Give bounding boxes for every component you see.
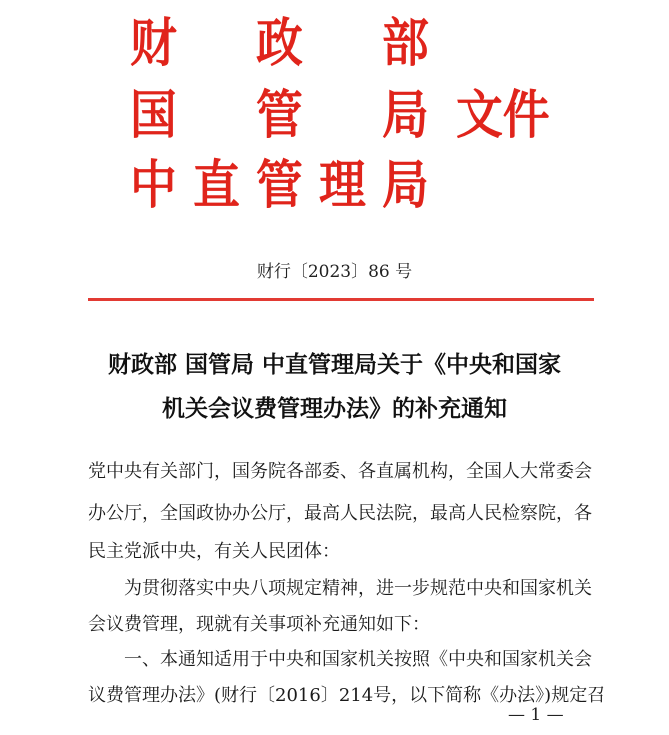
body-line-3: 民主党派中央，有关人民团体： — [88, 541, 340, 562]
page-number: — 1 — — [508, 705, 564, 725]
issuer-row3-char-3: 管 — [256, 155, 303, 216]
issuer-row1-char-3: 部 — [382, 13, 429, 74]
issuer-row1-char-2: 政 — [256, 13, 303, 74]
document-title-line-2: 机关会议费管理办法》的补充通知 — [162, 396, 507, 422]
issuer-header — [0, 0, 669, 215]
body-line-4: 为贯彻落实中央八项规定精神，进一步规范中央和国家机关 — [88, 578, 592, 599]
issuer-row3-char-4: 理 — [319, 155, 366, 216]
document-title-line-1: 财政部 国管局 中直管理局关于《中央和国家 — [107, 352, 561, 378]
document-number: 财行〔2023〕86 号 — [256, 262, 413, 282]
body-line-5: 会议费管理，现就有关事项补充通知如下： — [88, 614, 430, 635]
body-line-6: 一、本通知适用于中央和国家机关按照《中央和国家机关会 — [88, 649, 592, 670]
body-line-7: 议费管理办法》(财行〔2016〕214号，以下简称《办法》)规定召 — [88, 685, 606, 706]
issuer-row3-char-2: 直 — [193, 155, 240, 216]
body-line-2: 办公厅，全国政协办公厅，最高人民法院，最高人民检察院，各 — [88, 503, 592, 524]
issuer-row2-char-2: 管 — [256, 85, 303, 146]
red-separator-rule — [88, 298, 594, 301]
body-line-1: 党中央有关部门，国务院各部委、各直属机构，全国人大常委会 — [88, 461, 592, 482]
issuer-row2-char-3: 局 — [382, 85, 429, 146]
issuer-row2-char-1: 国 — [130, 85, 177, 146]
issuer-row3-char-1: 中 — [130, 155, 177, 216]
issuer-document-suffix: 文件 — [456, 85, 550, 146]
issuer-row3-char-5: 局 — [382, 155, 429, 216]
issuer-row1-char-1: 财 — [130, 13, 177, 74]
